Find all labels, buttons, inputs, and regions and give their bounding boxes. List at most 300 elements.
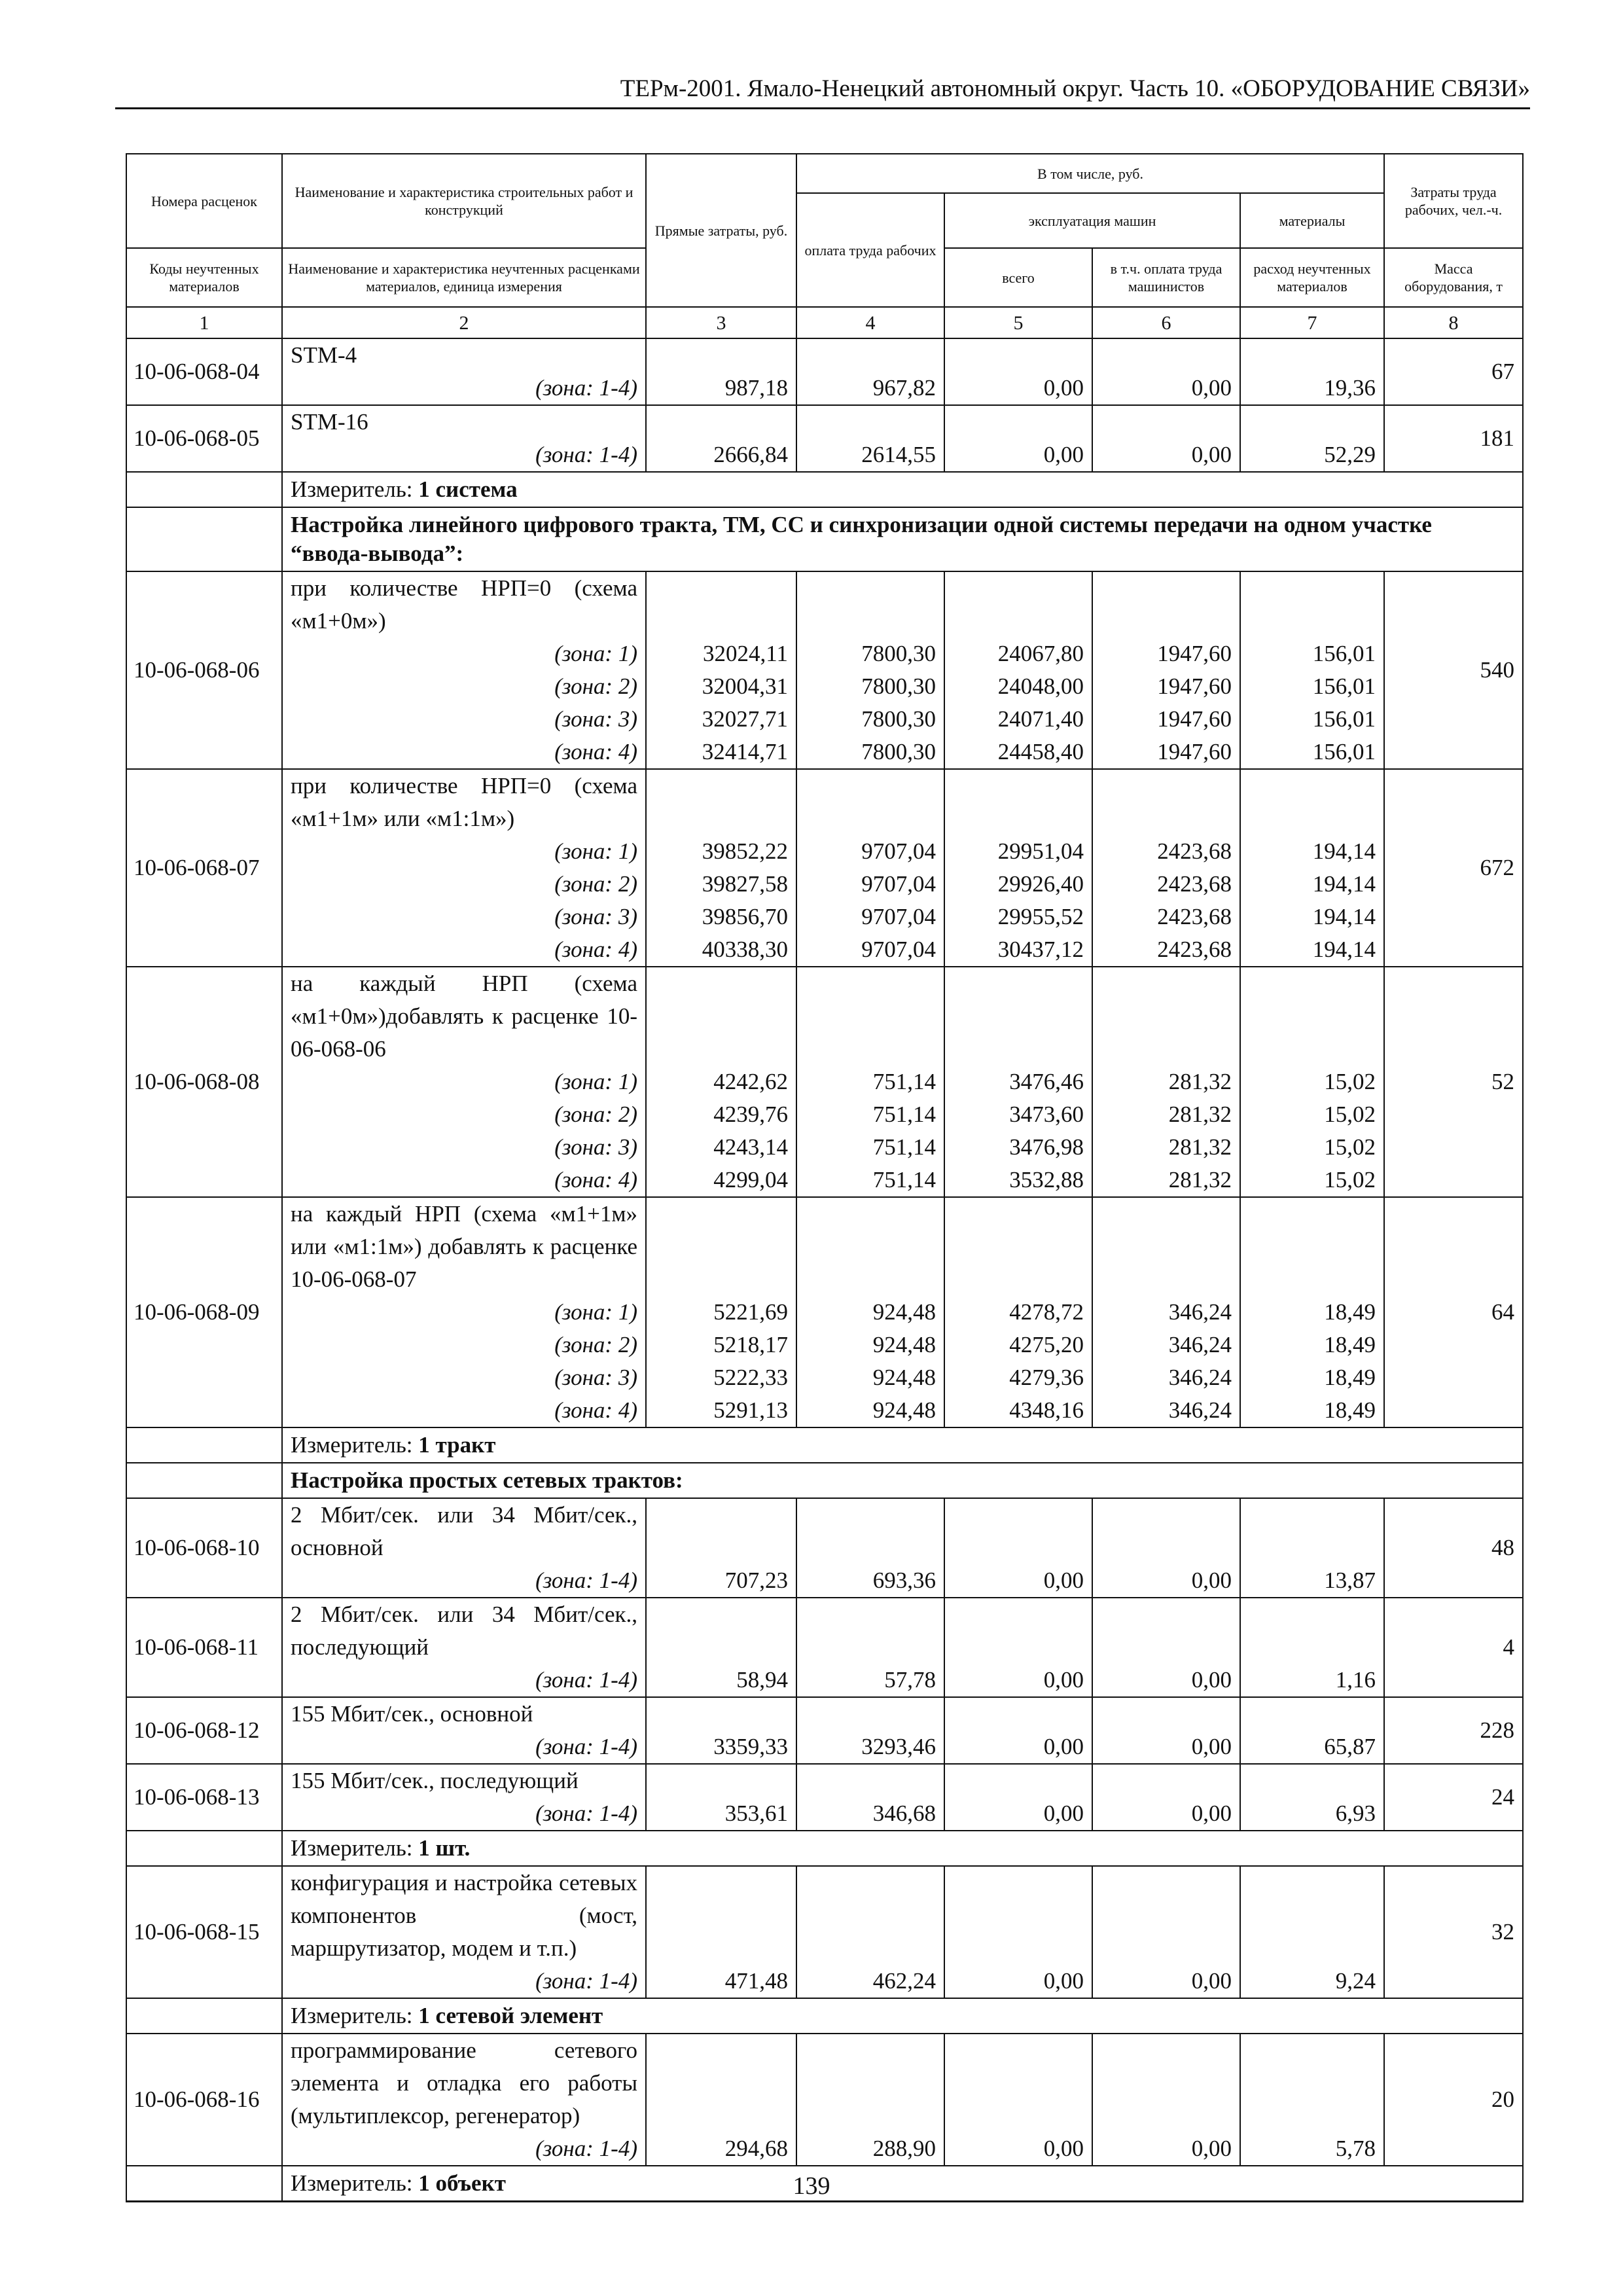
value-cell: 58,94 (646, 1664, 796, 1697)
value-cell: 1947,60 (1092, 670, 1240, 703)
zone-label: (зона: 4) (282, 1164, 646, 1197)
measure-label: Измеритель: (291, 2003, 419, 2028)
zone-label: (зона: 3) (282, 1361, 646, 1394)
value-cell (796, 1866, 944, 1965)
value-cell: 0,00 (1092, 1797, 1240, 1831)
value-cell: 52,29 (1240, 439, 1384, 472)
value-cell (1092, 769, 1240, 835)
rate-name: STM-4 (282, 338, 646, 372)
value-cell: 1947,60 (1092, 736, 1240, 769)
value-cell: 57,78 (796, 1664, 944, 1697)
value-cell: 751,14 (796, 1098, 944, 1131)
value-cell: 18,49 (1240, 1361, 1384, 1394)
zone-label: (зона: 1) (282, 835, 646, 868)
table-row (126, 1866, 1523, 1965)
value-cell: 4239,76 (646, 1098, 796, 1131)
zone-label: (зона: 1) (282, 1296, 646, 1329)
value-cell: 5222,33 (646, 1361, 796, 1394)
zone-label: (зона: 3) (282, 703, 646, 736)
measure-row (126, 1998, 1523, 2034)
value-cell: 0,00 (1092, 1731, 1240, 1764)
value-cell (944, 1866, 1092, 1965)
value-cell: 18,49 (1240, 1329, 1384, 1361)
table-row (126, 967, 1523, 1066)
value-cell (1240, 1697, 1384, 1731)
zone-label: (зона: 1) (282, 1066, 646, 1098)
col-num: 6 (1092, 307, 1240, 338)
value-cell (944, 769, 1092, 835)
col-codes: Номера расценок (126, 154, 282, 248)
value-cell (646, 338, 796, 372)
value-cell: 2423,68 (1092, 901, 1240, 933)
value-cell (944, 1598, 1092, 1664)
value-cell: 0,00 (1092, 1965, 1240, 1998)
value-cell: 15,02 (1240, 1131, 1384, 1164)
value-cell: 0,00 (1092, 439, 1240, 472)
value-cell: 0,00 (944, 1731, 1092, 1764)
value-cell: 32024,11 (646, 637, 796, 670)
value-cell (646, 1866, 796, 1965)
measure-unit (282, 1831, 1523, 1866)
value-cell (646, 1697, 796, 1731)
value-cell (1092, 571, 1240, 637)
value-cell: 39827,58 (646, 868, 796, 901)
zone-row (126, 1329, 1523, 1361)
value-cell: 924,48 (796, 1394, 944, 1427)
rate-name: 2 Мбит/сек. или 34 Мбит/сек., основной (282, 1498, 646, 1564)
value-cell (796, 405, 944, 439)
rate-code: 10-06-068-12 (126, 1697, 282, 1764)
value-cell (646, 405, 796, 439)
section-title: Настройка простых сетевых трактов: (282, 1463, 1523, 1498)
value-cell: 281,32 (1092, 1131, 1240, 1164)
col-materials: материалы (1240, 193, 1384, 248)
value-cell: 0,00 (944, 2132, 1092, 2166)
zone-row (126, 901, 1523, 933)
measure-row (126, 472, 1523, 507)
value-cell (646, 2034, 796, 2132)
value-cell (1092, 1498, 1240, 1564)
value-cell (1092, 967, 1240, 1066)
section-title: Настройка линейного цифрового тракта, ТМ, СС и синхронизации одной системы передачи на одном участке “ввода-вывода”: (282, 507, 1523, 571)
empty-cell (126, 1831, 282, 1866)
value-cell (944, 2034, 1092, 2132)
zone-row (126, 835, 1523, 868)
zone-row (126, 1394, 1523, 1427)
table-row (126, 405, 1523, 439)
value-cell: 281,32 (1092, 1164, 1240, 1197)
value-cell: 0,00 (1092, 372, 1240, 405)
value-cell: 346,24 (1092, 1394, 1240, 1427)
value-cell: 346,68 (796, 1797, 944, 1831)
value-cell: 24071,40 (944, 703, 1092, 736)
value-cell: 0,00 (1092, 2132, 1240, 2166)
zone-row (126, 2132, 1523, 2166)
value-cell (944, 571, 1092, 637)
value-cell: 281,32 (1092, 1066, 1240, 1098)
rate-name: при количестве НРП=0 (схема «м1+1м» или «м1:1м») (282, 769, 646, 835)
rates-table (126, 153, 1524, 2202)
value-cell: 156,01 (1240, 637, 1384, 670)
zone-row (126, 439, 1523, 472)
value-cell: 288,90 (796, 2132, 944, 2166)
empty-cell (126, 1427, 282, 1463)
value-cell (1240, 769, 1384, 835)
value-cell: 1947,60 (1092, 637, 1240, 670)
labor-cost: 48 (1384, 1498, 1523, 1598)
rate-code: 10-06-068-11 (126, 1598, 282, 1697)
value-cell: 1,16 (1240, 1664, 1384, 1697)
zone-row (126, 372, 1523, 405)
zone-label: (зона: 2) (282, 670, 646, 703)
value-cell (1240, 1197, 1384, 1296)
rate-name: 155 Мбит/сек., основной (282, 1697, 646, 1731)
value-cell: 0,00 (944, 1797, 1092, 1831)
rate-code: 10-06-068-08 (126, 967, 282, 1197)
rate-name: 2 Мбит/сек. или 34 Мбит/сек., последующий (282, 1598, 646, 1664)
zone-label: (зона: 3) (282, 901, 646, 933)
col-num: 2 (282, 307, 646, 338)
value-cell: 32414,71 (646, 736, 796, 769)
rate-code: 10-06-068-09 (126, 1197, 282, 1427)
value-cell: 5291,13 (646, 1394, 796, 1427)
col-num: 3 (646, 307, 796, 338)
table-row (126, 1498, 1523, 1564)
zone-row (126, 703, 1523, 736)
zone-label: (зона: 1-4) (282, 1564, 646, 1598)
zone-label: (зона: 2) (282, 868, 646, 901)
rate-name: на каждый НРП (схема «м1+1м» или «м1:1м») добавлять к расценке 10-06-068-07 (282, 1197, 646, 1296)
value-cell: 18,49 (1240, 1394, 1384, 1427)
measure-row (126, 1427, 1523, 1463)
value-cell: 924,48 (796, 1329, 944, 1361)
value-cell: 13,87 (1240, 1564, 1384, 1598)
measure-value: 1 сетевой элемент (418, 2003, 603, 2028)
col-codes2: Коды неучтенных материалов (126, 248, 282, 307)
value-cell (1092, 1598, 1240, 1664)
col-name: Наименование и характеристика строительных работ и конструкций (282, 154, 646, 248)
value-cell: 156,01 (1240, 670, 1384, 703)
zone-row (126, 1296, 1523, 1329)
measure-unit (282, 1998, 1523, 2034)
value-cell: 751,14 (796, 1164, 944, 1197)
col-direct: Прямые затраты, руб. (646, 154, 796, 307)
value-cell: 3532,88 (944, 1164, 1092, 1197)
value-cell (1092, 1866, 1240, 1965)
value-cell: 7800,30 (796, 637, 944, 670)
value-cell (1240, 2034, 1384, 2132)
measure-label: Измеритель: (291, 476, 419, 502)
col-name2: Наименование и характеристика неучтенных расценками материалов, единица измерения (282, 248, 646, 307)
rate-name: STM-16 (282, 405, 646, 439)
zone-label: (зона: 1-4) (282, 372, 646, 405)
value-cell: 751,14 (796, 1066, 944, 1098)
zone-row (126, 1731, 1523, 1764)
labor-cost: 4 (1384, 1598, 1523, 1697)
value-cell: 0,00 (944, 1664, 1092, 1697)
zone-row (126, 637, 1523, 670)
zone-row (126, 1164, 1523, 1197)
rate-name: при количестве НРП=0 (схема «м1+0м») (282, 571, 646, 637)
value-cell: 4299,04 (646, 1164, 796, 1197)
table-body (126, 338, 1523, 2202)
value-cell (944, 967, 1092, 1066)
value-cell: 39852,22 (646, 835, 796, 868)
zone-row (126, 933, 1523, 967)
value-cell (1092, 405, 1240, 439)
labor-cost: 540 (1384, 571, 1523, 769)
page-header: ТЕРм-2001. Ямало-Ненецкий автономный округ. Часть 10. «ОБОРУДОВАНИЕ СВЯЗИ» (115, 73, 1530, 109)
zone-label: (зона: 1-4) (282, 1664, 646, 1697)
value-cell: 32004,31 (646, 670, 796, 703)
rate-name: программирование сетевого элемента и отладка его работы (мультиплексор, регенератор) (282, 2034, 646, 2132)
value-cell (944, 1697, 1092, 1731)
rate-code: 10-06-068-16 (126, 2034, 282, 2166)
value-cell: 0,00 (1092, 1664, 1240, 1697)
value-cell (944, 405, 1092, 439)
value-cell: 65,87 (1240, 1731, 1384, 1764)
measure-value: 1 система (418, 476, 518, 502)
value-cell (1240, 405, 1384, 439)
value-cell: 7800,30 (796, 736, 944, 769)
value-cell (1092, 1197, 1240, 1296)
value-cell (796, 1764, 944, 1797)
col-labor: оплата труда рабочих (796, 193, 944, 307)
value-cell: 4242,62 (646, 1066, 796, 1098)
value-cell (796, 2034, 944, 2132)
value-cell: 3476,46 (944, 1066, 1092, 1098)
rate-code: 10-06-068-06 (126, 571, 282, 769)
value-cell: 32027,71 (646, 703, 796, 736)
labor-cost: 672 (1384, 769, 1523, 967)
value-cell: 471,48 (646, 1965, 796, 1998)
value-cell (646, 571, 796, 637)
value-cell (796, 1697, 944, 1731)
col-num: 8 (1384, 307, 1523, 338)
col-incl-op: в т.ч. оплата труда машинистов (1092, 248, 1240, 307)
table-row (126, 571, 1523, 637)
rate-code: 10-06-068-05 (126, 405, 282, 472)
value-cell: 15,02 (1240, 1066, 1384, 1098)
table-header (126, 154, 1523, 338)
rate-code: 10-06-068-13 (126, 1764, 282, 1831)
labor-cost: 52 (1384, 967, 1523, 1197)
value-cell: 2423,68 (1092, 933, 1240, 967)
zone-label: (зона: 2) (282, 1329, 646, 1361)
value-cell: 194,14 (1240, 901, 1384, 933)
zone-row (126, 736, 1523, 769)
zone-label: (зона: 4) (282, 736, 646, 769)
col-labor-cost: Затраты труда рабочих, чел.-ч. (1384, 154, 1523, 248)
value-cell: 5,78 (1240, 2132, 1384, 2166)
col-num: 5 (944, 307, 1092, 338)
value-cell: 3473,60 (944, 1098, 1092, 1131)
page-number: 139 (793, 2172, 830, 2200)
value-cell (944, 1764, 1092, 1797)
measure-label: Измеритель: (291, 1835, 419, 1861)
value-cell: 4278,72 (944, 1296, 1092, 1329)
value-cell: 346,24 (1092, 1329, 1240, 1361)
value-cell: 9707,04 (796, 933, 944, 967)
value-cell: 1947,60 (1092, 703, 1240, 736)
col-mass: Масса оборудования, т (1384, 248, 1523, 307)
value-cell: 7800,30 (796, 670, 944, 703)
value-cell (1092, 1764, 1240, 1797)
value-cell: 294,68 (646, 2132, 796, 2166)
value-cell: 4243,14 (646, 1131, 796, 1164)
measure-unit (282, 472, 1523, 507)
measure-label: Измеритель: (291, 1432, 419, 1458)
value-cell: 6,93 (1240, 1797, 1384, 1831)
value-cell: 2423,68 (1092, 868, 1240, 901)
table-row (126, 2034, 1523, 2132)
empty-cell (126, 1463, 282, 1498)
zone-label: (зона: 1-4) (282, 1797, 646, 1831)
zone-label: (зона: 4) (282, 1394, 646, 1427)
table-row (126, 1197, 1523, 1296)
value-cell (796, 338, 944, 372)
value-cell: 0,00 (944, 1965, 1092, 1998)
rate-code: 10-06-068-04 (126, 338, 282, 405)
zone-row (126, 1066, 1523, 1098)
zone-label: (зона: 1-4) (282, 1731, 646, 1764)
value-cell (944, 1197, 1092, 1296)
value-cell: 194,14 (1240, 868, 1384, 901)
table-row (126, 1598, 1523, 1664)
zone-label: (зона: 4) (282, 933, 646, 967)
zone-row (126, 1664, 1523, 1697)
value-cell: 967,82 (796, 372, 944, 405)
value-cell (1240, 967, 1384, 1066)
value-cell (796, 967, 944, 1066)
value-cell (646, 1498, 796, 1564)
value-cell: 0,00 (944, 372, 1092, 405)
zone-row (126, 1797, 1523, 1831)
value-cell: 924,48 (796, 1296, 944, 1329)
rate-name: конфигурация и настройка сетевых компонентов (мост, маршрутизатор, модем и т.п.) (282, 1866, 646, 1965)
value-cell: 0,00 (944, 439, 1092, 472)
value-cell: 40338,30 (646, 933, 796, 967)
value-cell (646, 1197, 796, 1296)
value-cell: 39856,70 (646, 901, 796, 933)
empty-cell (126, 507, 282, 571)
labor-cost: 181 (1384, 405, 1523, 472)
value-cell: 346,24 (1092, 1296, 1240, 1329)
value-cell (1240, 338, 1384, 372)
value-cell (944, 1498, 1092, 1564)
col-consumption: расход неучтенных материалов (1240, 248, 1384, 307)
value-cell (796, 1598, 944, 1664)
value-cell: 5218,17 (646, 1329, 796, 1361)
value-cell: 9707,04 (796, 868, 944, 901)
value-cell: 9,24 (1240, 1965, 1384, 1998)
rate-name: на каждый НРП (схема «м1+0м»)добавлять к расценке 10-06-068-06 (282, 967, 646, 1066)
table-row (126, 1697, 1523, 1731)
value-cell: 9707,04 (796, 901, 944, 933)
value-cell (1240, 1764, 1384, 1797)
value-cell (1240, 1498, 1384, 1564)
measure-value: 1 шт. (418, 1835, 471, 1861)
labor-cost: 20 (1384, 2034, 1523, 2166)
value-cell: 29926,40 (944, 868, 1092, 901)
measure-label: Измеритель: (291, 2170, 419, 2196)
value-cell: 4348,16 (944, 1394, 1092, 1427)
labor-cost: 24 (1384, 1764, 1523, 1831)
value-cell: 15,02 (1240, 1098, 1384, 1131)
value-cell: 30437,12 (944, 933, 1092, 967)
value-cell: 19,36 (1240, 372, 1384, 405)
table-row (126, 1764, 1523, 1797)
rate-code: 10-06-068-15 (126, 1866, 282, 1998)
labor-cost: 32 (1384, 1866, 1523, 1998)
value-cell: 9707,04 (796, 835, 944, 868)
value-cell: 0,00 (944, 1564, 1092, 1598)
table-row (126, 338, 1523, 372)
zone-row (126, 1131, 1523, 1164)
value-cell: 707,23 (646, 1564, 796, 1598)
value-cell: 353,61 (646, 1797, 796, 1831)
zone-label: (зона: 1) (282, 637, 646, 670)
value-cell: 15,02 (1240, 1164, 1384, 1197)
value-cell (1092, 1697, 1240, 1731)
empty-cell (126, 472, 282, 507)
value-cell (944, 338, 1092, 372)
value-cell: 29955,52 (944, 901, 1092, 933)
col-total: всего (944, 248, 1092, 307)
value-cell: 2666,84 (646, 439, 796, 472)
value-cell: 3476,98 (944, 1131, 1092, 1164)
zone-row (126, 1965, 1523, 1998)
value-cell: 7800,30 (796, 703, 944, 736)
value-cell: 2614,55 (796, 439, 944, 472)
col-machines: эксплуатация машин (944, 193, 1240, 248)
value-cell (1240, 1598, 1384, 1664)
measure-row (126, 1831, 1523, 1866)
value-cell: 24458,40 (944, 736, 1092, 769)
value-cell (796, 1498, 944, 1564)
zone-row (126, 1361, 1523, 1394)
value-cell: 5221,69 (646, 1296, 796, 1329)
zone-label: (зона: 2) (282, 1098, 646, 1131)
value-cell: 3359,33 (646, 1731, 796, 1764)
zone-label: (зона: 1-4) (282, 439, 646, 472)
zone-row (126, 670, 1523, 703)
value-cell: 0,00 (1092, 1564, 1240, 1598)
measure-unit (282, 1427, 1523, 1463)
section-row (126, 1463, 1523, 1498)
zone-row (126, 868, 1523, 901)
labor-cost: 67 (1384, 338, 1523, 405)
value-cell (646, 1764, 796, 1797)
value-cell (796, 571, 944, 637)
value-cell: 24048,00 (944, 670, 1092, 703)
rate-code: 10-06-068-07 (126, 769, 282, 967)
value-cell: 4279,36 (944, 1361, 1092, 1394)
value-cell (646, 1598, 796, 1664)
value-cell: 194,14 (1240, 835, 1384, 868)
col-incl: В том числе, руб. (796, 154, 1384, 193)
measure-value: 1 тракт (418, 1432, 496, 1458)
value-cell: 281,32 (1092, 1098, 1240, 1131)
value-cell: 24067,80 (944, 637, 1092, 670)
value-cell: 987,18 (646, 372, 796, 405)
value-cell (796, 1197, 944, 1296)
value-cell (1092, 338, 1240, 372)
zone-row (126, 1098, 1523, 1131)
labor-cost: 64 (1384, 1197, 1523, 1427)
value-cell: 346,24 (1092, 1361, 1240, 1394)
measure-value: 1 объект (418, 2170, 506, 2196)
